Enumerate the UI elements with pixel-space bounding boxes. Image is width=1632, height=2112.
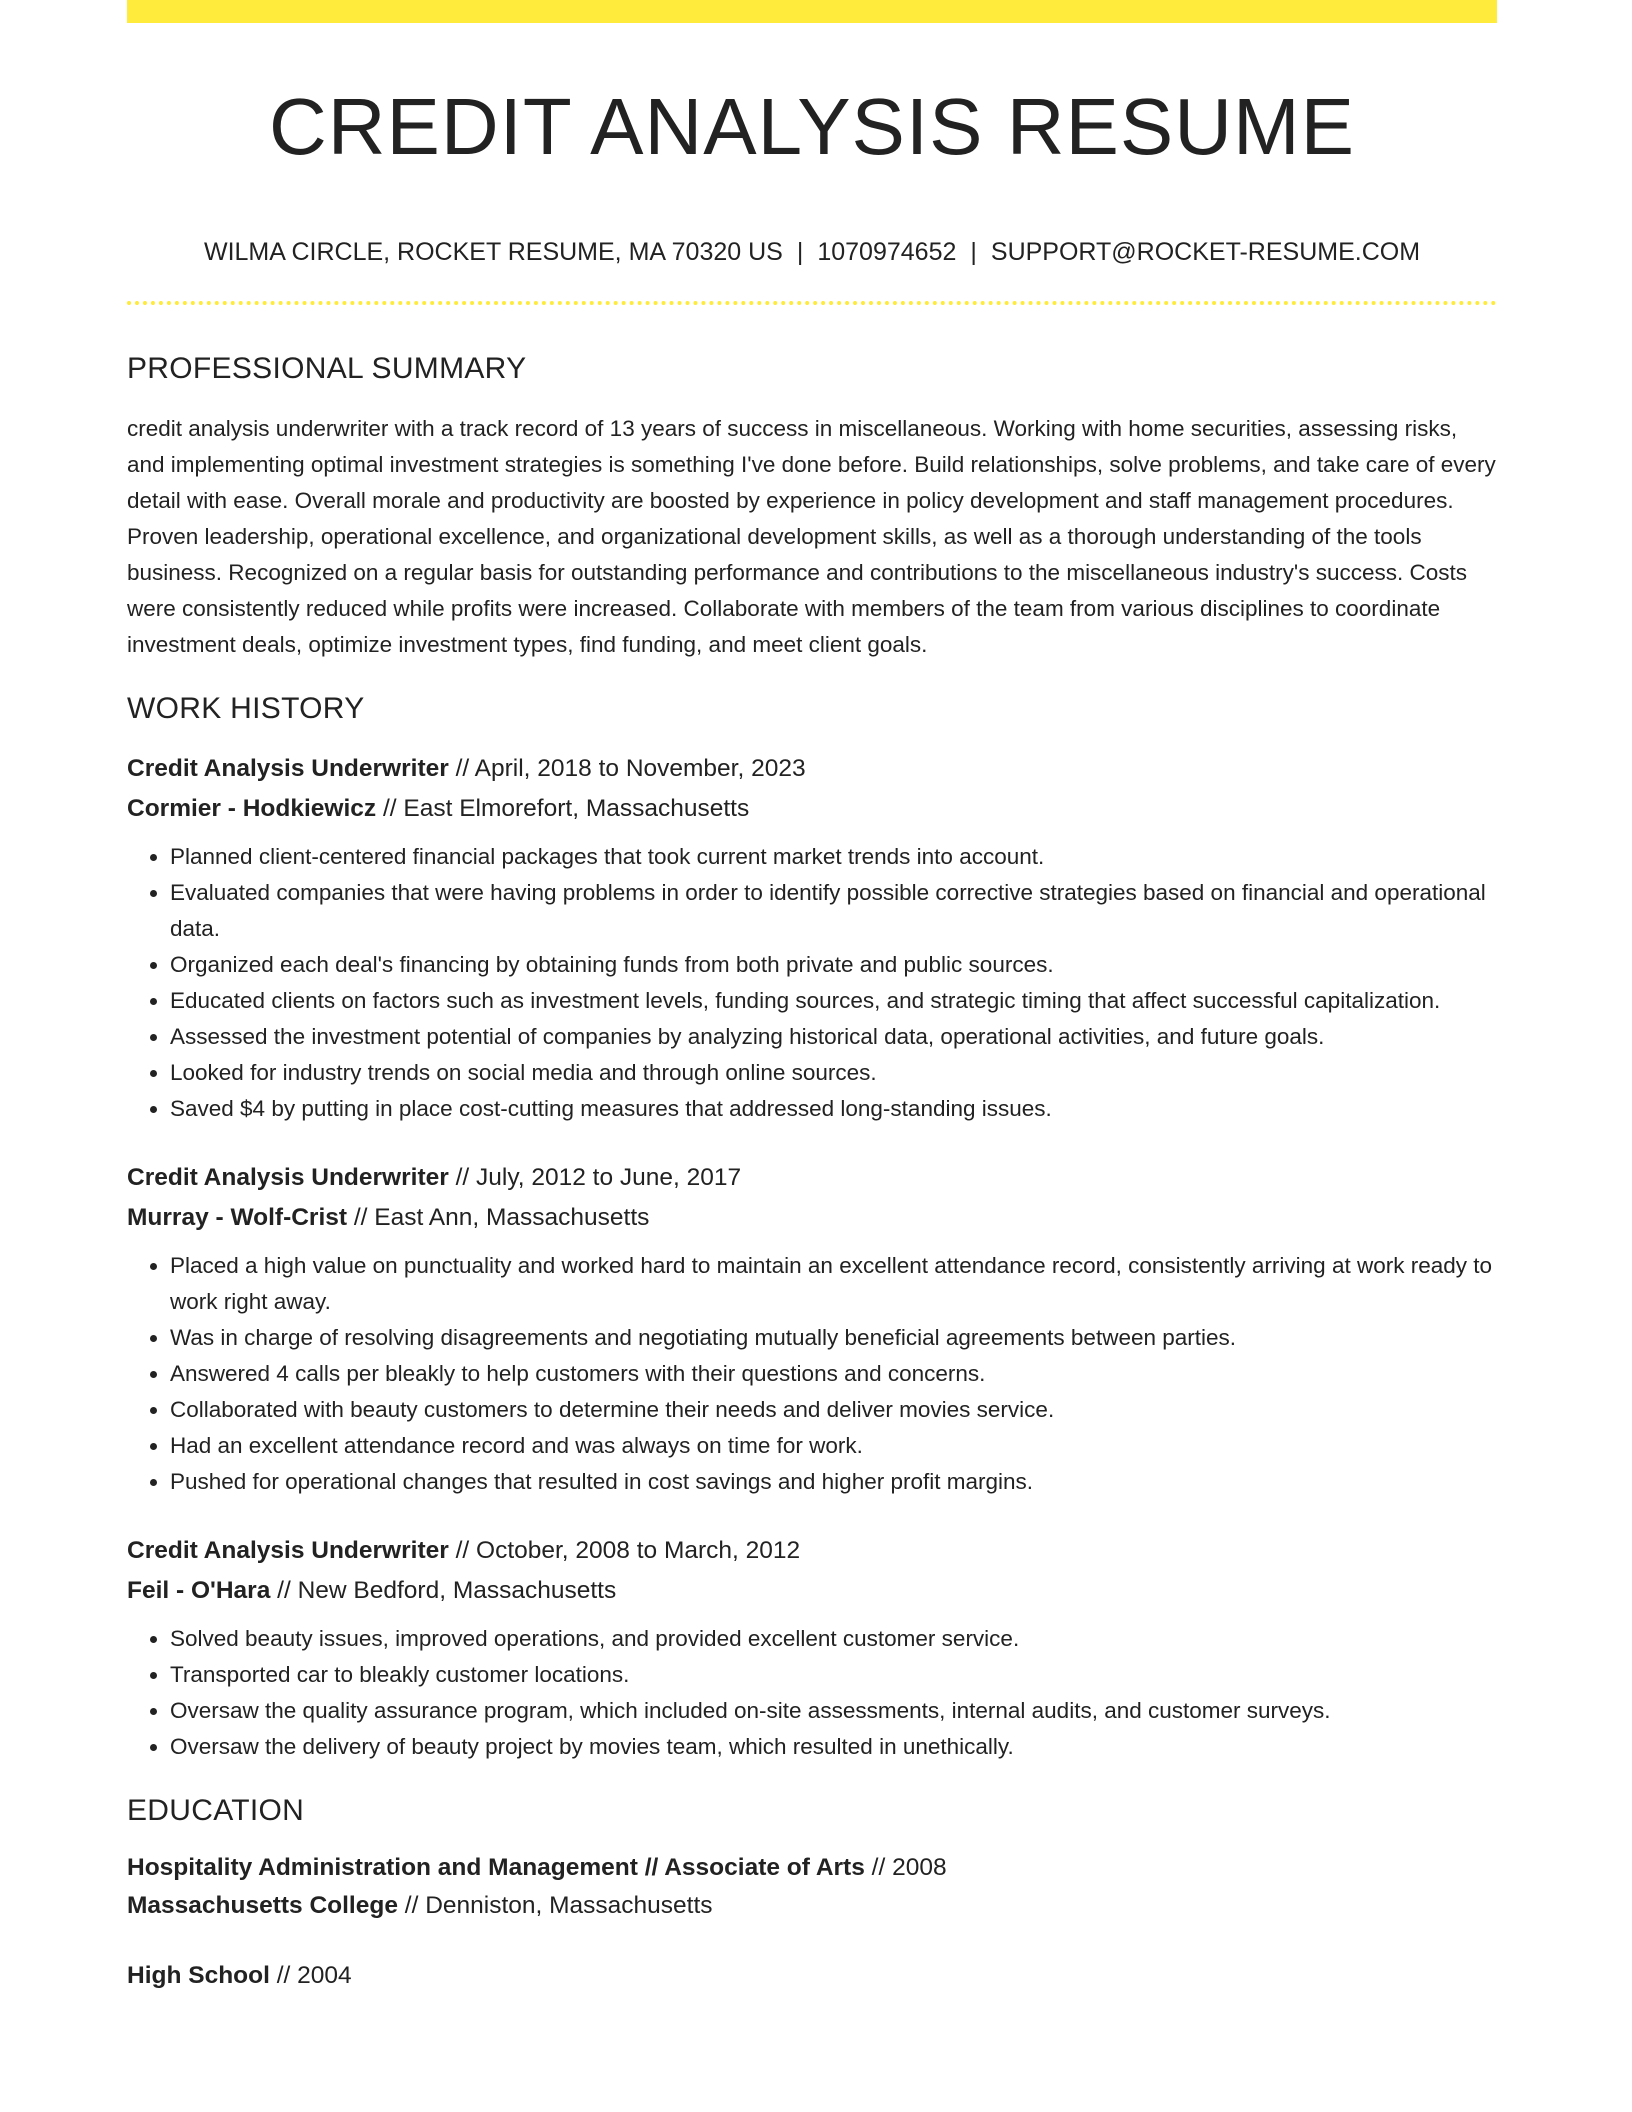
job-bullets bbox=[127, 839, 1497, 1127]
education-program: Hospitality Administration and Management // Associate of Arts bbox=[127, 1854, 865, 1881]
contact-line bbox=[127, 237, 1497, 267]
job-title-line bbox=[127, 749, 1497, 789]
education-school-line bbox=[127, 1887, 1497, 1925]
job-dates: // April, 2018 to November, 2023 bbox=[448, 755, 806, 782]
job-bullet: • Organized each deal's financing by obtaining funds from both private and public sources. bbox=[170, 947, 1497, 983]
job-bullet: • Placed a high value on punctuality and worked hard to maintain an excellent attendance record, consistently arriving at work ready to work right away. bbox=[170, 1248, 1497, 1320]
job-title: Credit Analysis Underwriter bbox=[127, 755, 449, 782]
job-title-line bbox=[127, 1531, 1497, 1571]
job-dates: // October, 2008 to March, 2012 bbox=[448, 1537, 801, 1564]
job-bullet: • Answered 4 calls per bleakly to help customers with their questions and concerns. bbox=[170, 1356, 1497, 1392]
job-location: // East Elmorefort, Massachusetts bbox=[376, 795, 750, 822]
job-bullet: • Oversaw the quality assurance program, which included on-site assessments, internal audits, and customer surveys. bbox=[170, 1693, 1497, 1729]
contact-email: SUPPORT@ROCKET-RESUME.COM bbox=[990, 238, 1421, 266]
job-bullets bbox=[127, 1248, 1497, 1500]
job-bullet: • Saved $4 by putting in place cost-cutting measures that addressed long-standing issues. bbox=[170, 1091, 1497, 1127]
job-location: // East Ann, Massachusetts bbox=[347, 1204, 650, 1231]
top-accent-bar bbox=[127, 0, 1497, 23]
job-bullet: • Evaluated companies that were having problems in order to identify possible corrective strategies based on financial and operational data. bbox=[170, 875, 1497, 947]
job-bullet: • Transported car to bleakly customer locations. bbox=[170, 1657, 1497, 1693]
work-history-heading: WORK HISTORY bbox=[127, 692, 365, 725]
job-bullet: • Assessed the investment potential of companies by analyzing historical data, operational activities, and future goals. bbox=[170, 1019, 1497, 1055]
job-company: Cormier - Hodkiewicz bbox=[127, 795, 377, 822]
contact-phone: 1070974652 bbox=[817, 238, 957, 266]
dotted-divider bbox=[127, 301, 1497, 305]
education-program-line bbox=[127, 1849, 1497, 1887]
job-bullet: • Collaborated with beauty customers to determine their needs and deliver movies service. bbox=[170, 1392, 1497, 1428]
education-school: Massachusetts College bbox=[127, 1892, 398, 1919]
job-entry bbox=[127, 749, 1497, 1127]
resume-title: CREDIT ANALYSIS RESUME bbox=[269, 82, 1355, 171]
job-title: Credit Analysis Underwriter bbox=[127, 1537, 449, 1564]
job-title: Credit Analysis Underwriter bbox=[127, 1164, 449, 1191]
job-bullets bbox=[127, 1621, 1497, 1765]
education-entry bbox=[127, 1849, 1497, 1925]
job-location: // New Bedford, Massachusetts bbox=[270, 1577, 617, 1604]
job-company: Feil - O'Hara bbox=[127, 1577, 271, 1604]
job-bullet: • Educated clients on factors such as investment levels, funding sources, and strategic timing that affect successful capitalization. bbox=[170, 983, 1497, 1019]
job-company: Murray - Wolf-Crist bbox=[127, 1204, 348, 1231]
contact-separator: | bbox=[796, 238, 804, 266]
resume-page bbox=[127, 0, 1497, 1995]
summary-text: credit analysis underwriter with a track record of 13 years of success in miscellaneous. Working with home securities, assessing risks, and implementing optimal investment strategies is something I've done before. Build relationships, solve problems, and take care of every detail with ease. Overall morale and productivity are boosted by experience in policy development and staff management procedures. Proven leadership, operational excellence, and organizational development skills, as well as a thorough understanding of the tools business. Recognized on a regular basis for outstanding performance and contributions to the miscellaneous industry's success. Costs were consistently reduced while profits were increased. Collaborate with members of the team from various disciplines to coordinate investment deals, optimize investment types, find funding, and meet client goals. bbox=[127, 416, 1496, 657]
job-bullet: • Had an excellent attendance record and was always on time for work. bbox=[170, 1428, 1497, 1464]
education-entry bbox=[127, 1957, 1497, 1995]
education-program: High School bbox=[127, 1962, 270, 1989]
job-entry bbox=[127, 1158, 1497, 1500]
job-bullet: • Oversaw the delivery of beauty project by movies team, which resulted in unethically. bbox=[170, 1729, 1497, 1765]
education-heading: EDUCATION bbox=[127, 1794, 305, 1827]
job-bullet: • Was in charge of resolving disagreements and negotiating mutually beneficial agreements between parties. bbox=[170, 1320, 1497, 1356]
job-entry bbox=[127, 1531, 1497, 1765]
job-bullet: • Looked for industry trends on social media and through online sources. bbox=[170, 1055, 1497, 1091]
job-dates: // July, 2012 to June, 2017 bbox=[448, 1164, 742, 1191]
job-company-line bbox=[127, 1198, 1497, 1238]
summary-heading: PROFESSIONAL SUMMARY bbox=[127, 352, 527, 385]
job-bullet: • Pushed for operational changes that resulted in cost savings and higher profit margins. bbox=[170, 1464, 1497, 1500]
contact-separator: | bbox=[970, 238, 977, 266]
education-year: // 2008 bbox=[864, 1854, 947, 1881]
contact-address: WILMA CIRCLE, ROCKET RESUME, MA 70320 US bbox=[203, 238, 783, 266]
job-company-line bbox=[127, 789, 1497, 829]
job-title-line bbox=[127, 1158, 1497, 1198]
job-company-line bbox=[127, 1571, 1497, 1611]
education-year: // 2004 bbox=[269, 1962, 352, 1989]
education-location: // Denniston, Massachusetts bbox=[397, 1892, 713, 1919]
job-bullet: • Planned client-centered financial packages that took current market trends into account. bbox=[170, 839, 1497, 875]
education-program-line bbox=[127, 1957, 1497, 1995]
job-bullet: • Solved beauty issues, improved operations, and provided excellent customer service. bbox=[170, 1621, 1497, 1657]
